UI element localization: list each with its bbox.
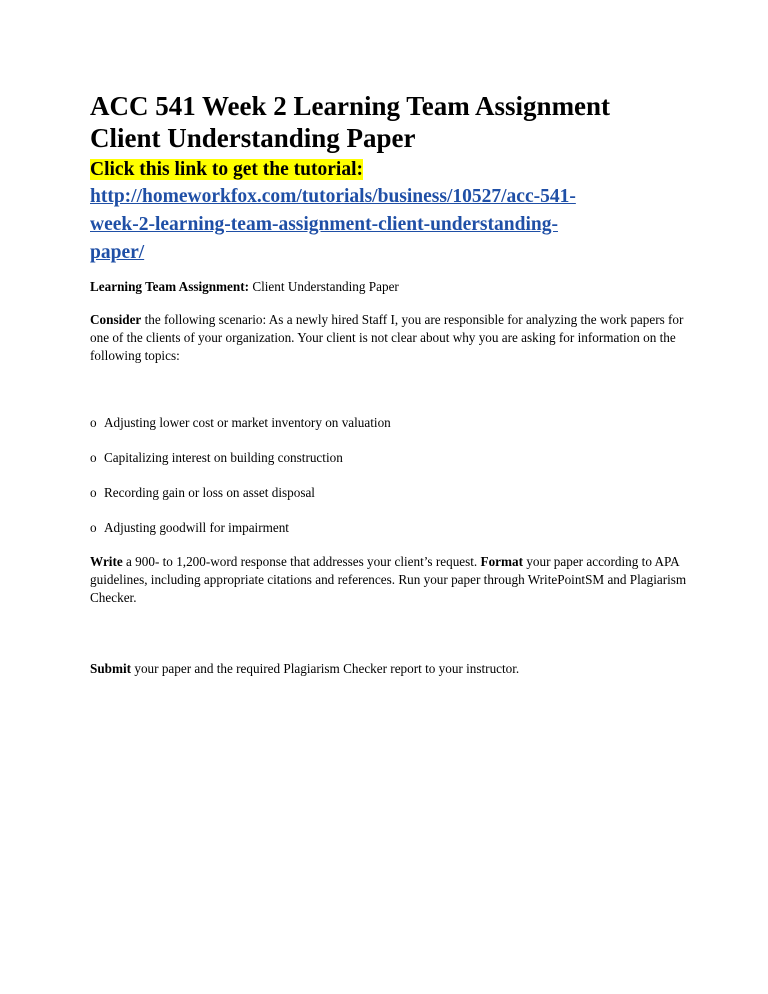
submit-text: your paper and the required Plagiarism Checker report to your instructor.: [131, 661, 520, 676]
assignment-label: Learning Team Assignment:: [90, 279, 250, 294]
list-item: [90, 414, 690, 432]
submit-label: Submit: [90, 661, 132, 676]
consider-label: Consider: [90, 312, 142, 327]
format-text: your paper according to APA guidelines, including appropriate citations and references. Run your paper through WritePointSM and Plagiarism Checker.: [90, 554, 687, 605]
tutorial-callout-text: Click this link to get the tutorial:: [90, 159, 363, 180]
document-title: [90, 90, 690, 154]
document-content: [90, 90, 690, 678]
tutorial-link-line-3: paper/: [90, 242, 145, 263]
tutorial-link-line-1: http://homeworkfox.com/tutorials/business/10527/acc-541-: [90, 186, 576, 207]
list-item-text: Recording gain or loss on asset disposal: [104, 485, 315, 500]
list-item-text: Capitalizing interest on building construction: [104, 450, 343, 465]
assignment-heading: [90, 278, 690, 296]
bullet-marker: o: [90, 450, 97, 465]
title-line-1: ACC 541 Week 2 Learning Team Assignment: [90, 91, 611, 121]
bullet-marker: o: [90, 520, 97, 535]
write-label: Write: [90, 554, 123, 569]
bullet-marker: o: [90, 415, 97, 430]
list-item-text: Adjusting lower cost or market inventory on valuation: [104, 415, 391, 430]
topic-list: [90, 414, 690, 537]
write-text: a 900- to 1,200-word response that addresses your client’s request.: [122, 554, 481, 569]
tutorial-callout: [90, 156, 690, 183]
tutorial-link-line-2: week-2-learning-team-assignment-client-understanding-: [90, 214, 558, 235]
scenario-paragraph: [90, 311, 690, 365]
list-item: [90, 484, 690, 502]
assignment-text: Client Understanding Paper: [249, 279, 399, 294]
list-item: [90, 449, 690, 467]
instructions-paragraph: [90, 553, 690, 607]
tutorial-link[interactable]: [90, 183, 680, 267]
format-label: Format: [480, 554, 524, 569]
list-item-text: Adjusting goodwill for impairment: [104, 520, 289, 535]
bullet-marker: o: [90, 485, 97, 500]
submit-paragraph: [90, 660, 690, 678]
title-line-2: Client Understanding Paper: [90, 123, 416, 153]
consider-text: the following scenario: As a newly hired Staff I, you are responsible for analyzing the work papers for one of the clients of your organization. Your client is not clear about why you are asking for information on the following topics:: [90, 312, 684, 363]
list-item: [90, 519, 690, 537]
